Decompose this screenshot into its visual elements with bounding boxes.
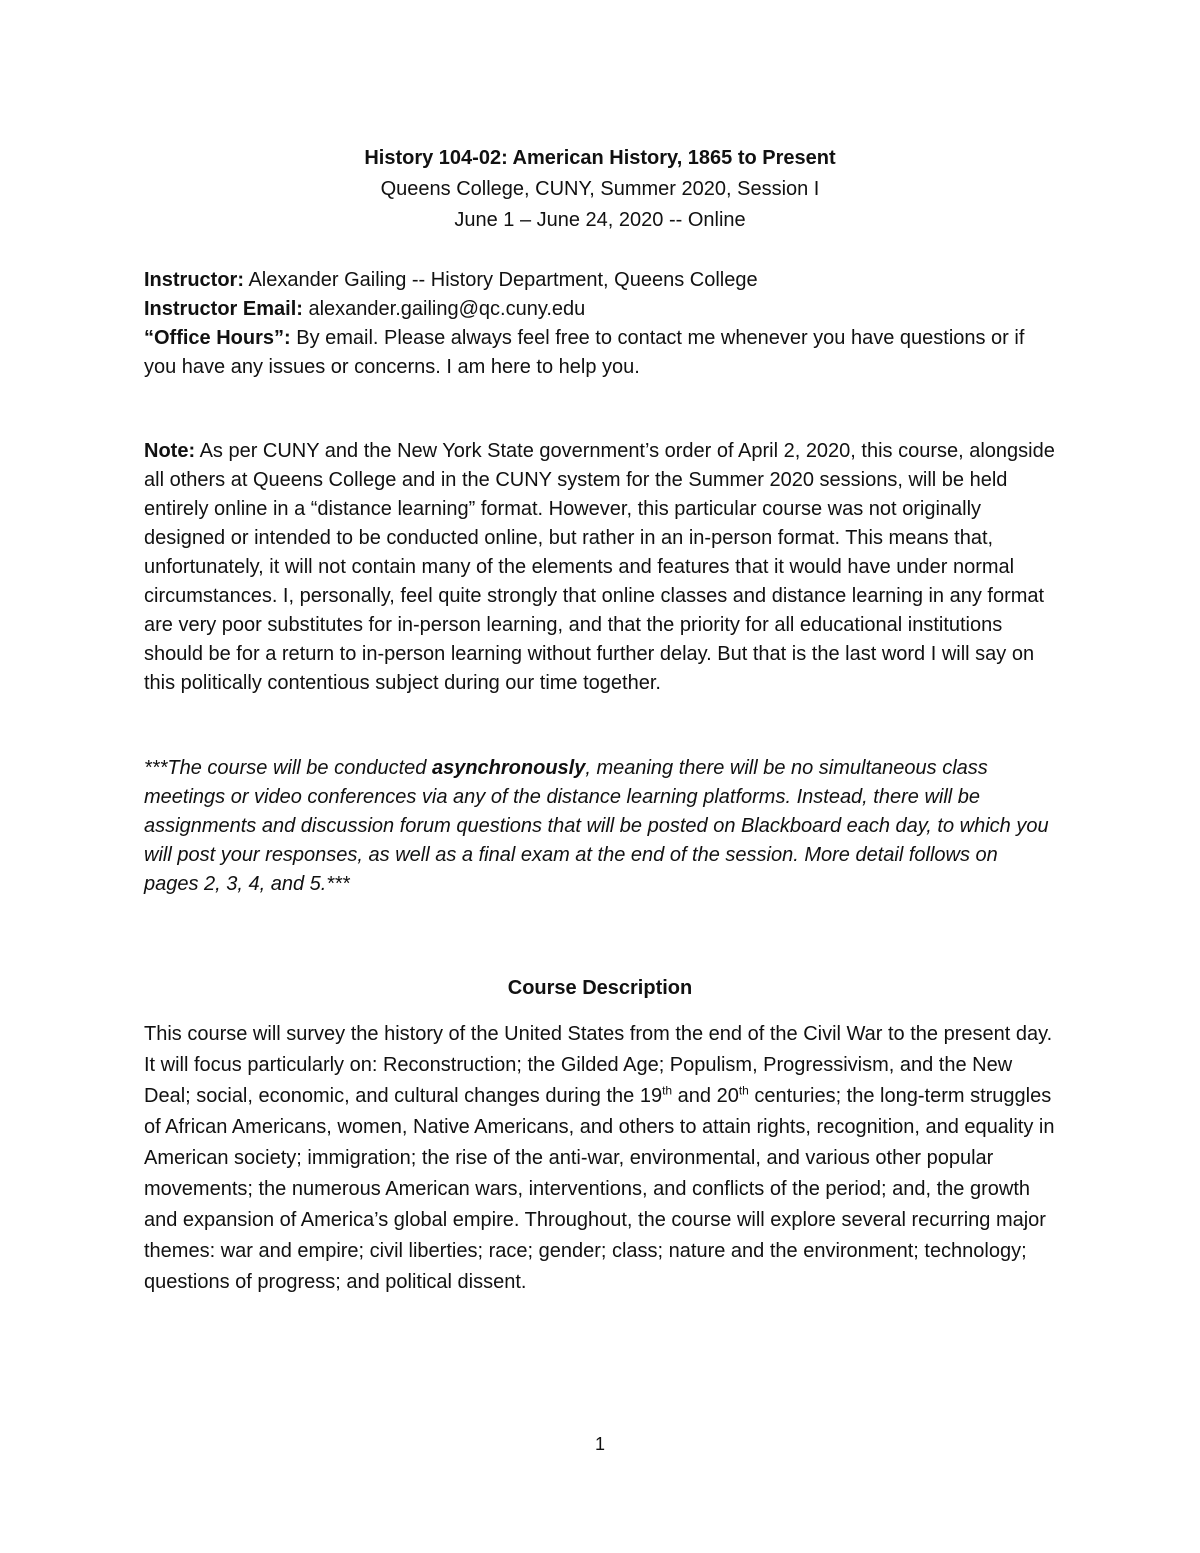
note-paragraph (144, 437, 1056, 698)
course-dates: June 1 – June 24, 2020 -- Online (454, 209, 746, 231)
instructor-value: Alexander Gailing -- History Department, Queens College (244, 269, 758, 291)
description-part1: This course will survey the history of the United States from the end of the Civil War to the present day. It will focus particularly on: Reconstruction; the Gilded Age; Populism, Progressivism, and the New Deal; social, economic, and cultural changes during the 19 (144, 1023, 1053, 1107)
title-block (144, 143, 1056, 236)
office-hours-line (144, 324, 1056, 382)
description-part3: centuries; the long-term struggles of African Americans, women, Native Americans, and others to attain rights, recognition, and equality in American society; immigration; the rise of the anti-war, environmental, and various other popular movements; the numerous American wars, interventions, and conflicts of the period; and, the growth and expansion of America’s global empire. Throughout, the course will explore several recurring major themes: war and empire; civil liberties; race; gender; class; nature and the environment; technology; questions of progress; and political dissent. (144, 1085, 1055, 1293)
instructor-line (144, 266, 1056, 295)
description-sup1: th (662, 1083, 673, 1098)
office-hours-value: By email. Please always feel free to contact me whenever you have questions or if you have any issues or concerns. I am here to help you. (144, 327, 1025, 378)
async-note-before: ***The course will be conducted (144, 757, 432, 779)
course-description-paragraph (144, 1019, 1056, 1298)
async-note-paragraph (144, 754, 1056, 899)
email-line (144, 295, 1056, 324)
email-label: Instructor Email: (144, 298, 303, 320)
course-description-heading: Course Description (507, 977, 693, 999)
note-text: As per CUNY and the New York State government’s order of April 2, 2020, this course, alongside all others at Queens College and in the CUNY system for the Summer 2020 sessions, will be held entirely online in a “distance learning” format. However, this particular course was not originally designed or intended to be conducted online, but rather in an in-person format. This means that, unfortunately, it will not contain many of the elements and features that it would have under normal circumstances. I, personally, feel quite strongly that online classes and distance learning in any format are very poor substitutes for in-person learning, and that the priority for all educational institutions should be for a return to in-person learning without further delay. But that is the last word I will say on this politically contentious subject during our time together. (144, 440, 1055, 694)
instructor-label: Instructor: (144, 269, 244, 291)
description-sup2: th (738, 1083, 749, 1098)
page-number: 1 (594, 1434, 605, 1454)
async-note-after: , meaning there will be no simultaneous class meetings or video conferences via any of the distance learning platforms. Instead, there will be assignments and discussion forum questions that will be posted on Blackboard each day, to which you will post your responses, as well as a final exam at the end of the session. More detail follows on pages 2, 3, 4, and 5.*** (144, 757, 1049, 895)
course-subtitle: Queens College, CUNY, Summer 2020, Session I (380, 178, 820, 200)
async-note-bold: asynchronously (431, 757, 586, 779)
note-label: Note: (144, 440, 196, 462)
email-value: alexander.gailing@qc.cuny.edu (302, 298, 586, 320)
course-title: History 104-02: American History, 1865 to Present (364, 147, 836, 169)
office-hours-label: “Office Hours”: (144, 327, 291, 349)
description-part2: and 20 (672, 1085, 739, 1107)
instructor-info (144, 266, 1056, 382)
